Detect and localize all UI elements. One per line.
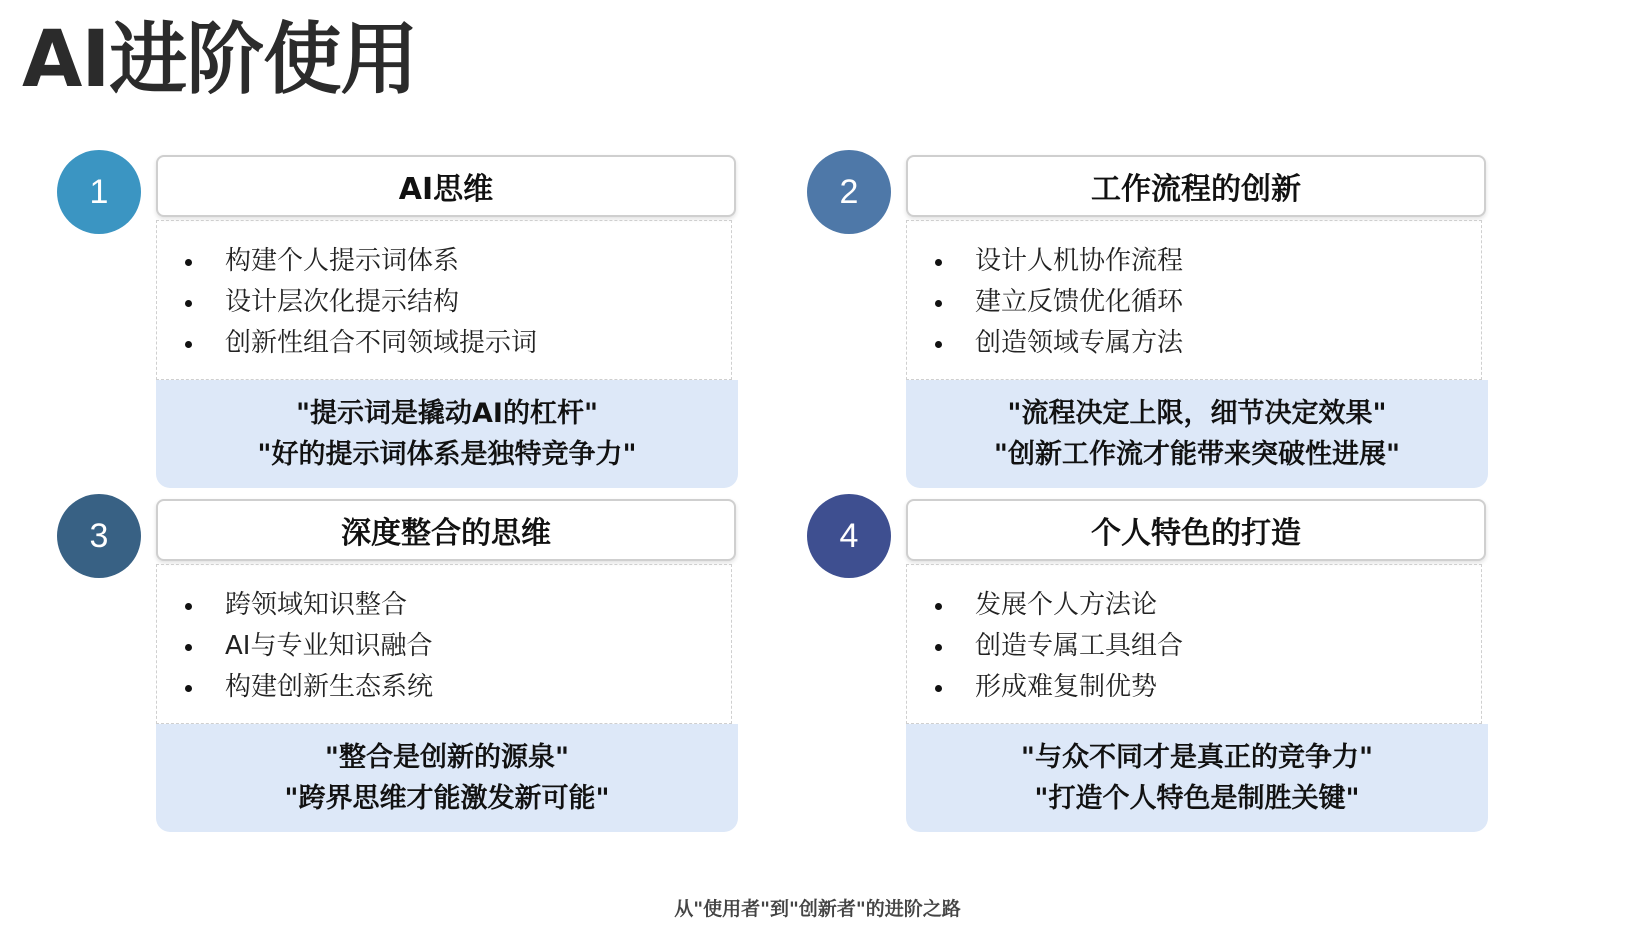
quote-box — [906, 724, 1488, 832]
bullet-list-box — [156, 564, 732, 724]
quote-line: "整合是创新的源泉" — [324, 742, 570, 773]
quote-line: "跨界思维才能激发新可能" — [284, 783, 610, 814]
section-number-badge: 1 — [57, 150, 141, 234]
bullet-list-box — [906, 564, 1482, 724]
section-number-badge: 2 — [807, 150, 891, 234]
list-item: 创新性组合不同领域提示词 — [181, 323, 731, 364]
list-item: AI与专业知识融合 — [181, 626, 731, 667]
list-item: 发展个人方法论 — [931, 585, 1481, 626]
list-item: 创造领域专属方法 — [931, 323, 1481, 364]
page-title: AI进阶使用 — [22, 15, 418, 105]
bullet-list — [157, 565, 731, 708]
list-item: 创造专属工具组合 — [931, 626, 1481, 667]
bullet-list — [157, 221, 731, 364]
list-item: 跨领域知识整合 — [181, 585, 731, 626]
section-number-badge: 4 — [807, 494, 891, 578]
quote-line: "好的提示词体系是独特竞争力" — [257, 439, 637, 470]
quote-box — [156, 724, 738, 832]
quote-line: "打造个人特色是制胜关键" — [1034, 783, 1360, 814]
list-item: 构建创新生态系统 — [181, 667, 731, 708]
bullet-list-box — [156, 220, 732, 380]
section-number-badge: 3 — [57, 494, 141, 578]
list-item: 设计层次化提示结构 — [181, 282, 731, 323]
section-heading: 工作流程的创新 — [906, 155, 1486, 217]
section-personal-brand — [807, 494, 1567, 839]
list-item: 形成难复制优势 — [931, 667, 1481, 708]
section-workflow-innovation — [807, 150, 1567, 495]
quote-box — [156, 380, 738, 488]
quote-line: "流程决定上限，细节决定效果" — [1007, 398, 1387, 429]
list-item: 构建个人提示词体系 — [181, 241, 731, 282]
section-heading: 深度整合的思维 — [156, 499, 736, 561]
quote-line: "创新工作流才能带来突破性进展" — [993, 439, 1401, 470]
quote-line: "与众不同才是真正的竞争力" — [1020, 742, 1374, 773]
section-heading: AI思维 — [156, 155, 736, 217]
bullet-list-box — [906, 220, 1482, 380]
list-item: 设计人机协作流程 — [931, 241, 1481, 282]
footer-caption: 从"使用者"到"创新者"的进阶之路 — [674, 898, 961, 920]
section-heading: 个人特色的打造 — [906, 499, 1486, 561]
list-item: 建立反馈优化循环 — [931, 282, 1481, 323]
bullet-list — [907, 221, 1481, 364]
section-ai-thinking — [57, 150, 817, 495]
quote-line: "提示词是撬动AI的杠杆" — [295, 398, 599, 429]
quote-box — [906, 380, 1488, 488]
bullet-list — [907, 565, 1481, 708]
section-deep-integration — [57, 494, 817, 839]
